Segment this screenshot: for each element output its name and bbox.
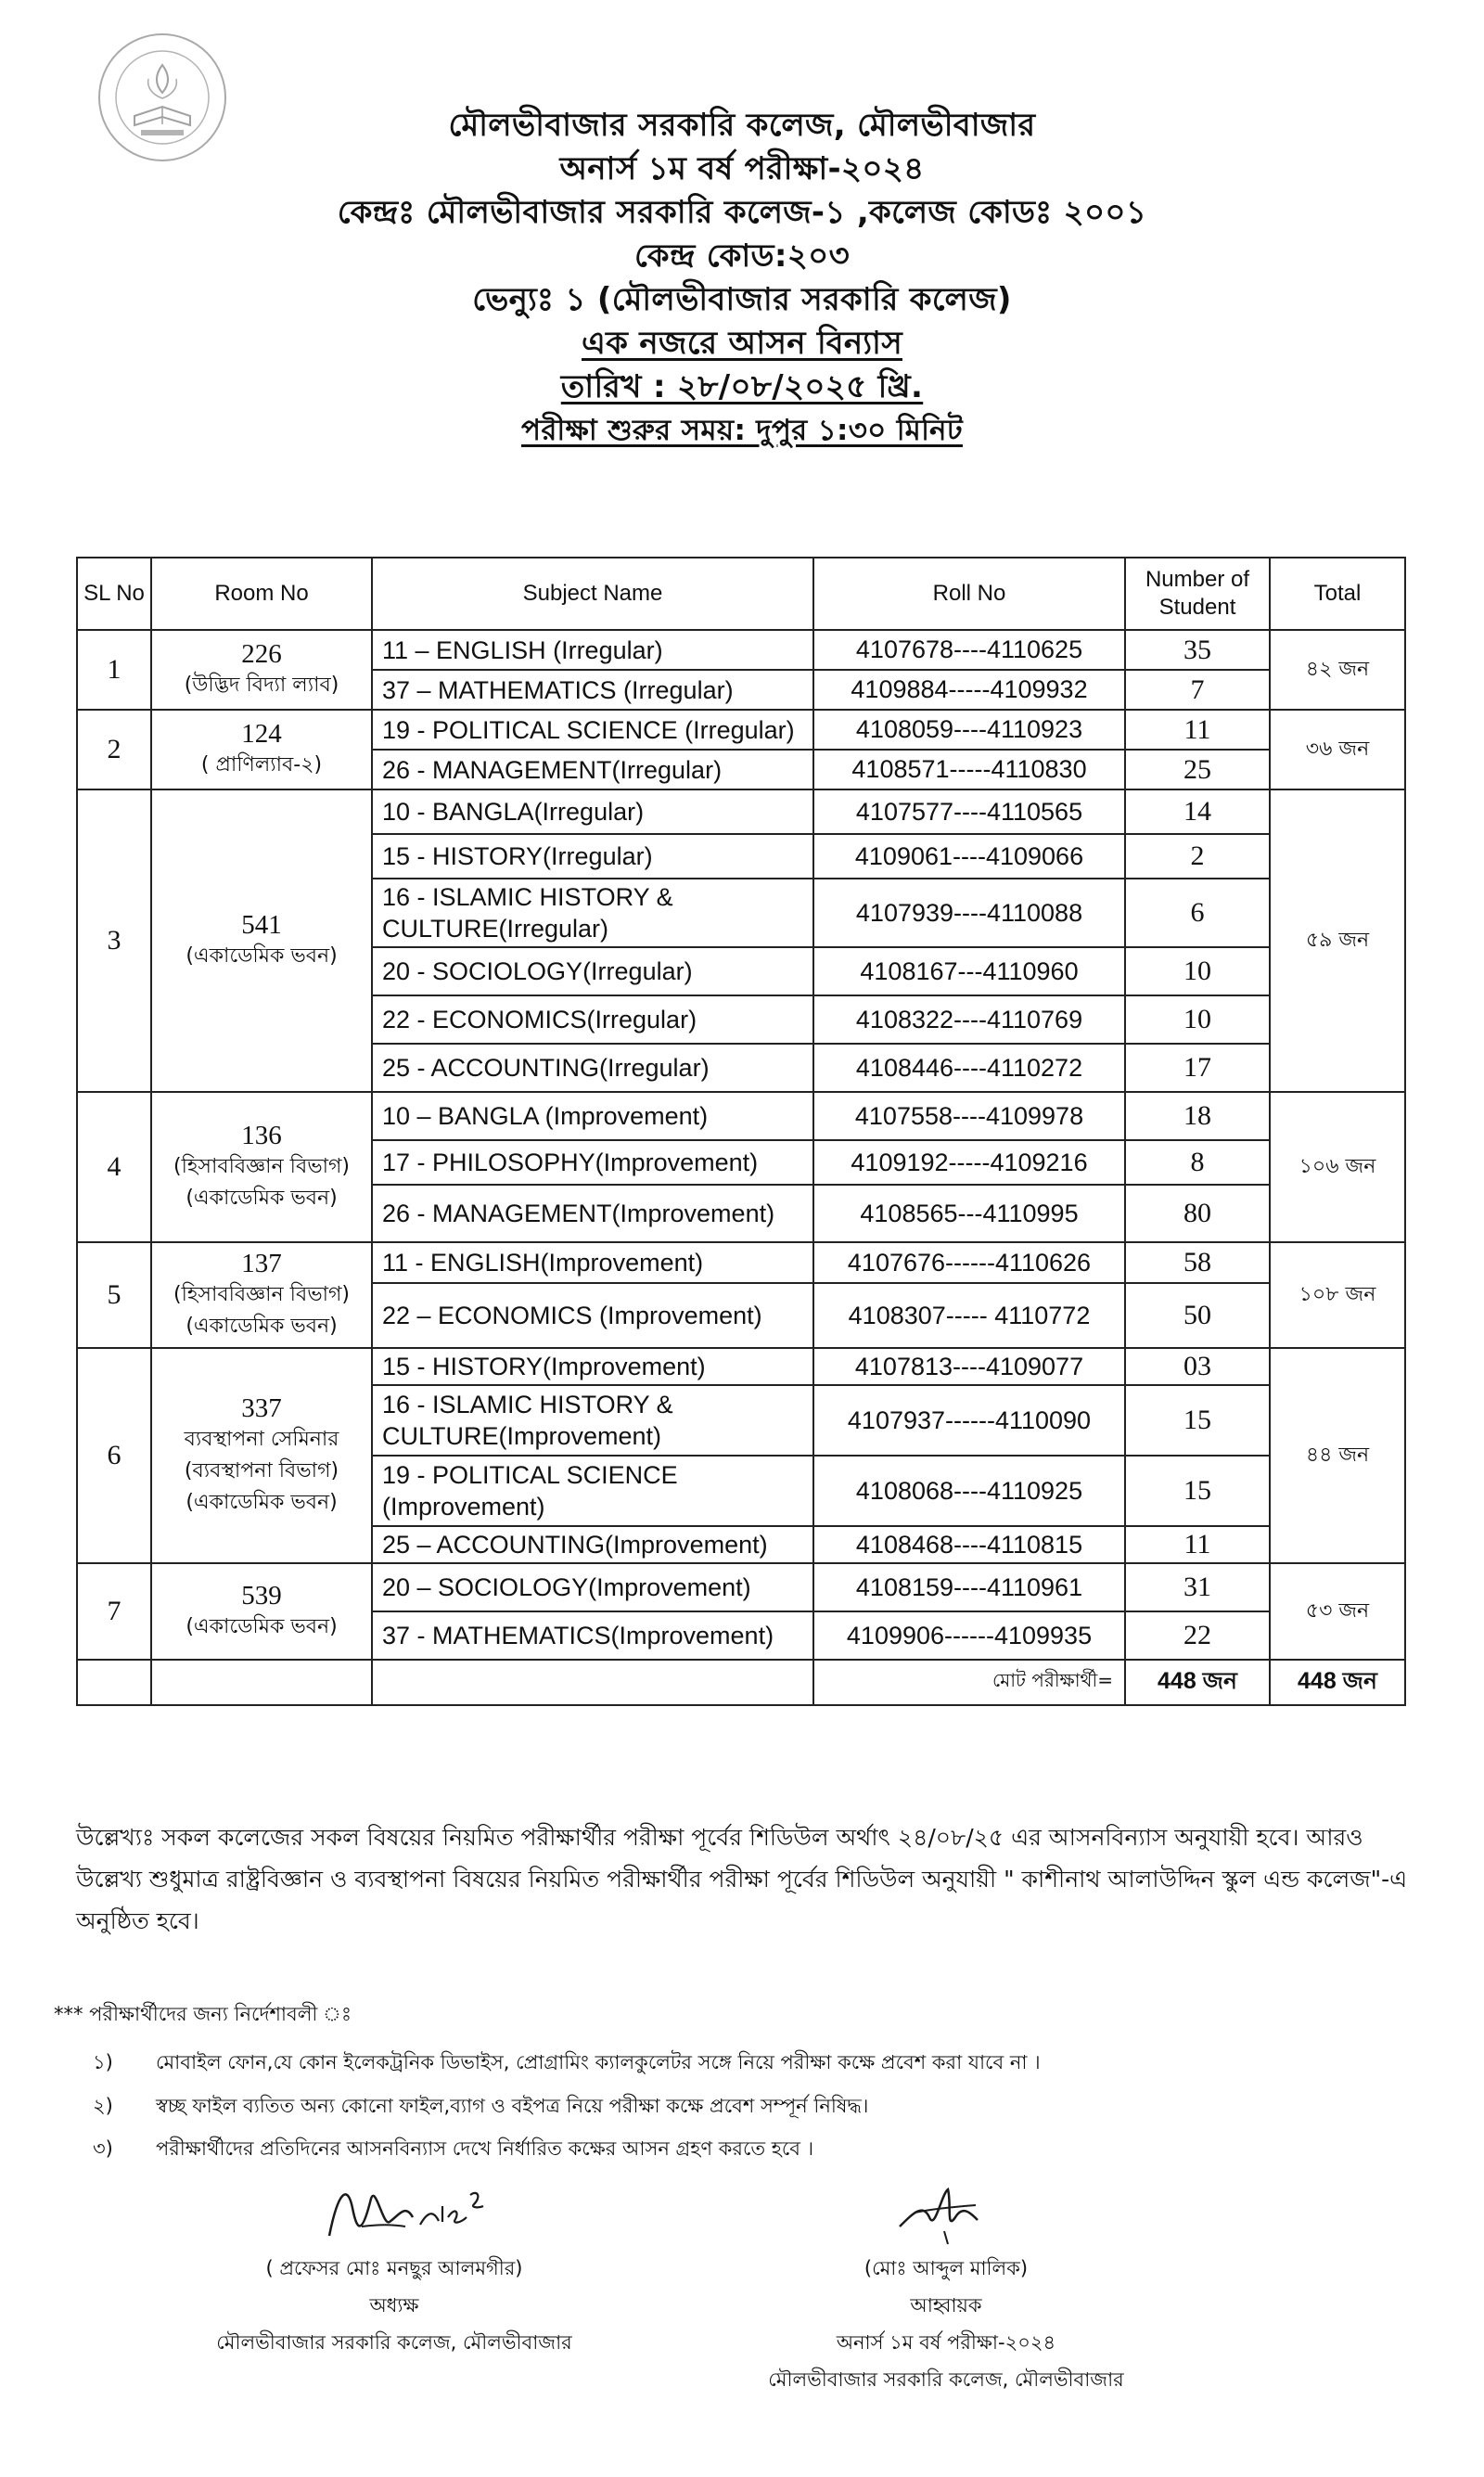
handwritten-signature — [199, 2171, 589, 2250]
subject-cell: 37 – MATHEMATICS (Irregular) — [372, 670, 813, 710]
roll-range-cell: 4108167---4110960 — [813, 947, 1125, 995]
subject-cell: 25 – ACCOUNTING(Improvement) — [372, 1526, 813, 1563]
roll-range-cell: 4107676------4110626 — [813, 1242, 1125, 1283]
roll-range-cell: 4107577----4110565 — [813, 789, 1125, 834]
principal-name: ( প্রফেসর মোঃ মনছুর আলমগীর) — [265, 2257, 523, 2279]
roll-range-cell: 4108468----4110815 — [813, 1526, 1125, 1563]
sl-cell: 6 — [77, 1348, 151, 1563]
room-description: (একাডেমিক ভবন) — [186, 1315, 338, 1338]
seat-plan-title: এক নজরে আসন বিন্যাস — [582, 325, 902, 362]
table-row — [77, 1348, 1405, 1385]
table-row — [77, 630, 1405, 670]
subject-cell: 10 - BANGLA(Irregular) — [372, 789, 813, 834]
convener-exam: অনার্স ১ম বর্ষ পরীক্ষা-২০২৪ — [836, 2331, 1056, 2354]
instruction-item — [93, 2047, 1041, 2080]
instruction-item — [93, 2134, 813, 2166]
roll-range-cell: 4108565---4110995 — [813, 1185, 1125, 1242]
room-total-cell: ১০৮ জন — [1270, 1242, 1405, 1348]
student-count-cell: 11 — [1125, 710, 1270, 750]
roll-range-cell: 4107937------4110090 — [813, 1385, 1125, 1456]
convener-org: মৌলভীবাজার সরকারি কলেজ, মৌলভীবাজার — [768, 2368, 1124, 2391]
subject-cell: 26 - MANAGEMENT(Improvement) — [372, 1185, 813, 1242]
roll-range-cell: 4109061----4109066 — [813, 834, 1125, 879]
table-row — [77, 1092, 1405, 1140]
sl-cell: 1 — [77, 630, 151, 710]
room-description: (একাডেমিক ভবন) — [186, 1187, 338, 1210]
center-code: কেন্দ্র কোড:২০৩ — [633, 237, 850, 275]
subject-cell: 15 - HISTORY(Improvement) — [372, 1348, 813, 1385]
room-cell — [151, 1563, 372, 1660]
instruction-text: পরীক্ষার্থীদের প্রতিদিনের আসনবিন্যাস দেখে নির্ধারিত কক্ষের আসন গ্রহণ করতে হবে । — [156, 2137, 814, 2160]
table-header-row — [77, 558, 1405, 630]
instruction-number: ৩) — [93, 2137, 113, 2160]
room-number: 226 — [241, 639, 282, 669]
instruction-text: স্বচ্ছ ফাইল ব্যতিত অন্য কোনো ফাইল,ব্যাগ ও বইপত্র নিয়ে পরীক্ষা কক্ষে প্রবেশ সম্পূর্ন নিষিদ্ধ। — [156, 2095, 869, 2117]
student-count-cell: 10 — [1125, 947, 1270, 995]
subject-cell: 17 - PHILOSOPHY(Improvement) — [372, 1140, 813, 1185]
room-number: 541 — [241, 910, 282, 940]
subject-cell: 16 - ISLAMIC HISTORY & CULTURE(Irregular) — [372, 879, 813, 947]
room-description: (হিসাববিজ্ঞান বিভাগ) — [173, 1155, 350, 1178]
student-count-cell: 50 — [1125, 1283, 1270, 1348]
header-total: Total — [1270, 558, 1405, 630]
grand-total: 448 জন — [1270, 1660, 1405, 1705]
header-roll: Roll No — [813, 558, 1125, 630]
student-count-cell: 58 — [1125, 1242, 1270, 1283]
instruction-text: মোবাইল ফোন,যে কোন ইলেকট্রনিক ডিভাইস, প্রোগ্রামিং ক্যালকুলেটর সঙ্গে নিয়ে পরীক্ষা কক্ষে প্রবেশ করা যাবে না । — [156, 2051, 1041, 2073]
room-cell — [151, 789, 372, 1092]
subject-cell: 25 - ACCOUNTING(Irregular) — [372, 1044, 813, 1092]
header-room: Room No — [151, 558, 372, 630]
seat-plan-table — [76, 557, 1406, 1706]
student-count-cell: 35 — [1125, 630, 1270, 670]
room-cell — [151, 1348, 372, 1563]
subject-cell: 22 - ECONOMICS(Irregular) — [372, 995, 813, 1044]
room-description: (উদ্ভিদ বিদ্যা ল্যাব) — [184, 674, 339, 697]
table-row — [77, 1242, 1405, 1283]
student-count-cell: 7 — [1125, 670, 1270, 710]
room-description: (একাডেমিক ভবন) — [186, 1491, 338, 1514]
student-count-cell: 2 — [1125, 834, 1270, 879]
exam-name: অনার্স ১ম বর্ষ পরীক্ষা-২০২৪ — [559, 150, 925, 187]
roll-range-cell: 4107813----4109077 — [813, 1348, 1125, 1385]
room-number: 539 — [241, 1581, 282, 1611]
room-description: ব্যবস্থাপনা সেমিনার — [184, 1428, 339, 1451]
subject-cell: 15 - HISTORY(Irregular) — [372, 834, 813, 879]
subject-cell: 10 – BANGLA (Improvement) — [372, 1092, 813, 1140]
table-row — [77, 789, 1405, 834]
subject-cell: 16 - ISLAMIC HISTORY & CULTURE(Improvement) — [372, 1385, 813, 1456]
header-number: Number of Student — [1125, 558, 1270, 630]
room-number: 137 — [241, 1249, 282, 1278]
roll-range-cell: 4108571-----4110830 — [813, 750, 1125, 789]
student-count-cell: 17 — [1125, 1044, 1270, 1092]
principal-org: মৌলভীবাজার সরকারি কলেজ, মৌলভীবাজার — [216, 2331, 572, 2354]
roll-range-cell: 4109884-----4109932 — [813, 670, 1125, 710]
instruction-number: ১) — [93, 2051, 113, 2073]
room-cell — [151, 630, 372, 710]
subject-cell: 19 - POLITICAL SCIENCE (Improvement) — [372, 1456, 813, 1526]
student-count-cell: 25 — [1125, 750, 1270, 789]
convener-title: আহ্বায়ক — [910, 2294, 982, 2317]
student-count-cell: 11 — [1125, 1526, 1270, 1563]
student-count-cell: 15 — [1125, 1385, 1270, 1456]
student-count-cell: 22 — [1125, 1611, 1270, 1660]
room-description: ( প্রাণিল্যাব-২) — [200, 753, 323, 776]
header-sl: SL No — [77, 558, 151, 630]
roll-range-cell: 4108322----4110769 — [813, 995, 1125, 1044]
student-count-cell: 6 — [1125, 879, 1270, 947]
room-number: 124 — [241, 719, 282, 749]
room-description: (একাডেমিক ভবন) — [186, 944, 338, 968]
exam-date: তারিখ : ২৮/০৮/২০২৫ খ্রি. — [560, 368, 924, 405]
subject-cell: 11 – ENGLISH (Irregular) — [372, 630, 813, 670]
principal-title: অধ্যক্ষ — [369, 2294, 419, 2317]
roll-range-cell: 4108068----4110925 — [813, 1456, 1125, 1526]
room-cell — [151, 1092, 372, 1242]
venue-line: ভেন্যুঃ ১ (মৌলভীবাজার সরকারি কলেজ) — [472, 281, 1012, 318]
subject-cell: 37 - MATHEMATICS(Improvement) — [372, 1611, 813, 1660]
room-description: (একাডেমিক ভবন) — [186, 1615, 338, 1638]
roll-range-cell: 4109906------4109935 — [813, 1611, 1125, 1660]
room-number: 136 — [241, 1121, 282, 1150]
roll-range-cell: 4108159----4110961 — [813, 1563, 1125, 1611]
subject-cell: 11 - ENGLISH(Improvement) — [372, 1242, 813, 1283]
room-description: (ব্যবস্থাপনা বিভাগ) — [184, 1459, 339, 1482]
convener-signature-block — [733, 2175, 1159, 2398]
principal-signature-block — [199, 2171, 589, 2361]
room-cell — [151, 1242, 372, 1348]
student-count-cell: 8 — [1125, 1140, 1270, 1185]
roll-range-cell: 4107678----4110625 — [813, 630, 1125, 670]
student-count-cell: 14 — [1125, 789, 1270, 834]
roll-range-cell: 4107939----4110088 — [813, 879, 1125, 947]
subject-cell: 20 - SOCIOLOGY(Irregular) — [372, 947, 813, 995]
handwritten-signature — [733, 2175, 1159, 2250]
subject-cell: 19 - POLITICAL SCIENCE (Irregular) — [372, 710, 813, 750]
table-footer-row — [77, 1660, 1405, 1705]
instruction-number: ২) — [93, 2095, 113, 2117]
subject-cell: 20 – SOCIOLOGY(Improvement) — [372, 1563, 813, 1611]
room-total-cell: ৫৯ জন — [1270, 789, 1405, 1092]
room-total-cell: ৩৬ জন — [1270, 710, 1405, 789]
instruction-item — [93, 2091, 868, 2124]
roll-range-cell: 4107558----4109978 — [813, 1092, 1125, 1140]
instructions-title: *** পরীক্ষার্থীদের জন্য নির্দেশাবলী ঃ — [54, 2003, 352, 2025]
student-count-cell: 18 — [1125, 1092, 1270, 1140]
room-number: 337 — [241, 1393, 282, 1423]
roll-range-cell: 4109192-----4109216 — [813, 1140, 1125, 1185]
room-total-cell: ৪২ জন — [1270, 630, 1405, 710]
student-count-cell: 10 — [1125, 995, 1270, 1044]
room-description: (হিসাববিজ্ঞান বিভাগ) — [173, 1283, 350, 1306]
header-subject: Subject Name — [372, 558, 813, 630]
document-header — [0, 104, 1484, 453]
notice-text: উল্লেখ্যঃ সকল কলেজের সকল বিষয়ের নিয়মিত পরীক্ষার্থীর পরীক্ষা পূর্বের শিডিউল অর্থাৎ ২৪/০৮/২৫ এর আসনবিন্যাস অনুযায়ী হবে। আরও উল্লেখ্য শুধুমাত্র রাষ্ট্রবিজ্ঞান ও ব্যবস্থাপনা বিষয়ের নিয়মিত পরীক্ষার্থীর পরীক্ষা পূর্বের শিডিউল অনুযায়ী " কাশীনাথ আলাউদ্দিন স্কুল এন্ড কলেজ"-এ অনুষ্ঠিত হবে। — [76, 1824, 1408, 1934]
center-line: কেন্দ্রঃ মৌলভীবাজার সরকারি কলেজ-১ ,কলেজ কোডঃ ২০০১ — [337, 194, 1147, 231]
convener-name: (মোঃ আব্দুল মালিক) — [864, 2257, 1029, 2279]
sl-cell: 4 — [77, 1092, 151, 1242]
sl-cell: 3 — [77, 789, 151, 1092]
roll-range-cell: 4108446----4110272 — [813, 1044, 1125, 1092]
college-name: মৌলভীবাজার সরকারি কলেজ, মৌলভীবাজার — [448, 107, 1036, 144]
student-count-cell: 03 — [1125, 1348, 1270, 1385]
student-count-cell: 15 — [1125, 1456, 1270, 1526]
student-count-cell: 80 — [1125, 1185, 1270, 1242]
roll-range-cell: 4108307----- 4110772 — [813, 1283, 1125, 1348]
grand-total-count: 448 জন — [1125, 1660, 1270, 1705]
room-total-cell: ৫৩ জন — [1270, 1563, 1405, 1660]
sl-cell: 2 — [77, 710, 151, 789]
table-row — [77, 1563, 1405, 1611]
exam-start-time: পরীক্ষা শুরুর সময়: দুপুর ১:৩০ মিনিট — [521, 414, 963, 447]
room-cell — [151, 710, 372, 789]
subject-cell: 26 - MANAGEMENT(Irregular) — [372, 750, 813, 789]
room-total-cell: ১০৬ জন — [1270, 1092, 1405, 1242]
roll-range-cell: 4108059----4110923 — [813, 710, 1125, 750]
student-count-cell: 31 — [1125, 1563, 1270, 1611]
room-total-cell: ৪৪ জন — [1270, 1348, 1405, 1563]
table-row — [77, 710, 1405, 750]
sl-cell: 7 — [77, 1563, 151, 1660]
sl-cell: 5 — [77, 1242, 151, 1348]
subject-cell: 22 – ECONOMICS (Improvement) — [372, 1283, 813, 1348]
grand-total-label: মোট পরীক্ষার্থী= — [813, 1660, 1125, 1705]
